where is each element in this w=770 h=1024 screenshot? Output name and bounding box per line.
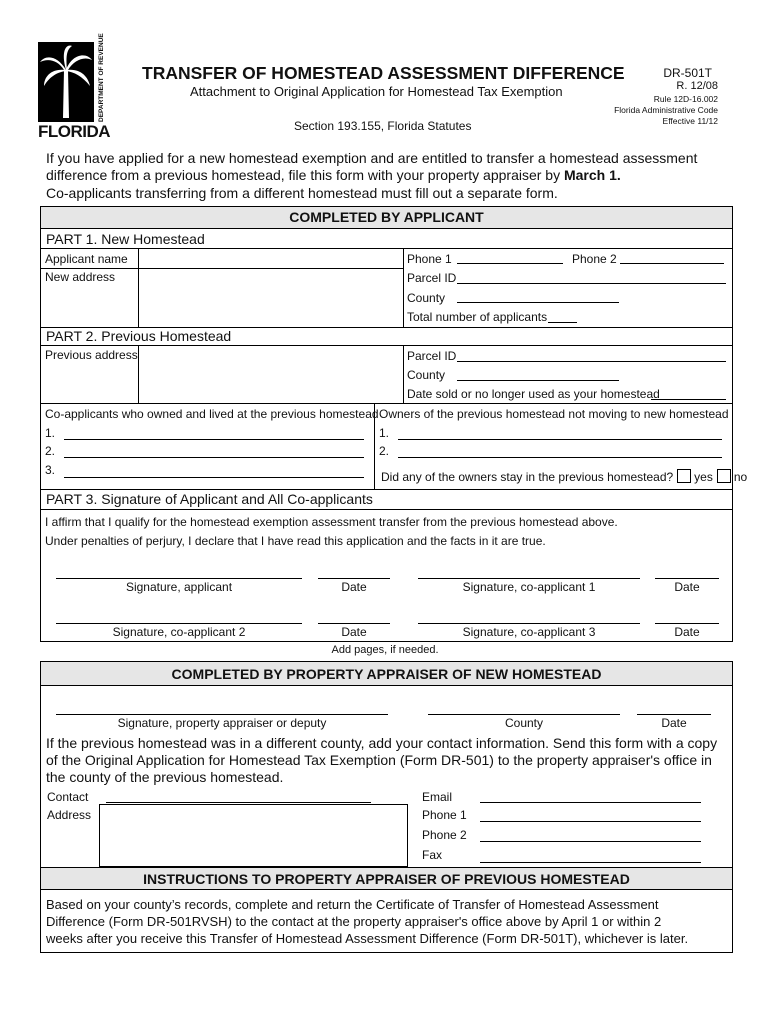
date-sold-label: Date sold or no longer used as your homestead (407, 387, 660, 401)
coapplicant-3-field[interactable] (64, 477, 364, 478)
part2-title: PART 2. Previous Homestead (46, 328, 232, 344)
contact-field[interactable] (106, 802, 371, 803)
phone2-a-label: Phone 2 (422, 828, 467, 842)
phone1-label: Phone 1 (407, 252, 452, 266)
owner-1-field[interactable] (398, 439, 722, 440)
coapplicants-label: Co-applicants who owned and lived at the previous homestead (45, 407, 379, 421)
date-2-caption: Date (674, 580, 700, 594)
address-label: Address (47, 808, 92, 822)
sig-co2-line[interactable] (56, 623, 302, 624)
intro-line-3: Co-applicants transferring from a different homestead must fill out a separate form. (46, 185, 558, 201)
phone1-a-field[interactable] (480, 821, 701, 822)
co-num-3: 3. (45, 463, 56, 477)
deadline: March 1. (563, 167, 621, 183)
parcel-id2-field[interactable] (457, 361, 726, 362)
address-box[interactable] (99, 804, 408, 867)
form-effective: Effective 11/12 (662, 116, 718, 126)
owner-num-2: 2. (379, 444, 390, 458)
county-label: County (407, 291, 446, 305)
form-code: Florida Administrative Code (614, 105, 718, 115)
appraiser-date-line[interactable] (637, 714, 711, 715)
total-applicants-label: Total number of applicants (407, 310, 548, 324)
county-field[interactable] (457, 302, 619, 303)
phone1-a-label: Phone 1 (422, 808, 467, 822)
form-statute: Section 193.155, Florida Statutes (294, 119, 472, 133)
affirm-line-1: I affirm that I qualify for the homestead exemption assessment transfer from the previous homestead above. (45, 515, 618, 529)
stay-question-text: Did any of the owners stay in the previous homestead? (381, 470, 674, 484)
county2-field[interactable] (457, 380, 619, 381)
affirm-line-2: Under penalties of perjury, I declare that I have read this application and the facts in it are true. (45, 534, 546, 548)
coapplicant-1-field[interactable] (64, 439, 364, 440)
appraiser-county-caption: County (504, 716, 544, 730)
instructions-text-1: Based on your county’s records, complete and return the Certificate of Transfer of Homestead Assessment (46, 897, 659, 912)
co-num-2: 2. (45, 444, 56, 458)
email-field[interactable] (480, 802, 701, 803)
email-label: Email (422, 790, 453, 804)
parcel-id2-label: Parcel ID (407, 349, 457, 363)
instructions-heading (40, 867, 733, 890)
fax-label: Fax (422, 848, 443, 862)
sig-co3-line[interactable] (418, 623, 640, 624)
form-subtitle: Attachment to Original Application for Homestead Tax Exemption (190, 84, 563, 99)
add-pages-note: Add pages, if needed. (331, 644, 439, 656)
parcel-id-label: Parcel ID (407, 271, 457, 285)
florida-dor-logo (38, 33, 111, 142)
coapplicant-2-field[interactable] (64, 457, 364, 458)
dept-text: DEPARTMENT OF REVENUE (98, 33, 105, 122)
no-label: no (733, 470, 748, 484)
appraiser-text-2: of the Original Application for Homestead Tax Exemption (Form DR-501) to the property appraiser's office in (46, 752, 712, 768)
applicant-name-input[interactable] (142, 251, 398, 266)
date-3-line[interactable] (318, 623, 390, 624)
part1-title: PART 1. New Homestead (46, 231, 205, 247)
total-applicants-field[interactable] (548, 322, 577, 323)
owner-num-1: 1. (379, 426, 390, 440)
previous-address-input[interactable] (142, 350, 398, 398)
co-num-1: 1. (45, 426, 56, 440)
yes-checkbox[interactable] (677, 469, 691, 483)
sig-applicant-caption: Signature, applicant (125, 580, 233, 594)
form-revision: R. 12/08 (676, 80, 718, 92)
parcel-id-field[interactable] (457, 283, 726, 284)
palm-tree-icon (38, 42, 94, 122)
no-checkbox[interactable] (717, 469, 731, 483)
date-1-caption: Date (341, 580, 367, 594)
sig-co1-line[interactable] (418, 578, 640, 579)
new-address-input[interactable] (142, 272, 398, 322)
appraiser-sig-caption: Signature, property appraiser or deputy (117, 716, 327, 730)
date-1-line[interactable] (318, 578, 390, 579)
sig-applicant-line[interactable] (56, 578, 302, 579)
logo-state: FLORIDA (38, 122, 111, 141)
sig-co3-caption: Signature, co-applicant 3 (462, 625, 596, 639)
appraiser-county-line[interactable] (428, 714, 620, 715)
owners-label: Owners of the previous homestead not moving to new homestead (379, 407, 729, 421)
stay-question (381, 469, 747, 484)
yes-label: yes (694, 470, 713, 484)
intro-line-2 (46, 167, 621, 183)
appraiser-date-caption: Date (661, 716, 687, 730)
date-sold-field[interactable] (651, 399, 726, 400)
date-4-line[interactable] (655, 623, 719, 624)
appraiser-heading-text: COMPLETED BY PROPERTY APPRAISER OF NEW HOMESTEAD (171, 666, 602, 682)
form-number: DR-501T (663, 66, 712, 80)
form-title: TRANSFER OF HOMESTEAD ASSESSMENT DIFFERENCE (142, 63, 625, 83)
phone1-field[interactable] (457, 263, 563, 264)
sig-co2-caption: Signature, co-applicant 2 (112, 625, 246, 639)
intro-line-2-text: difference from a previous homestead, file this form with your property appraiser by (46, 167, 564, 183)
part3-title: PART 3. Signature of Applicant and All Co-applicants (46, 491, 373, 507)
contact-label: Contact (47, 790, 89, 804)
fax-field[interactable] (480, 862, 701, 863)
appraiser-sig-line[interactable] (56, 714, 388, 715)
date-3-caption: Date (341, 625, 367, 639)
county2-label: County (407, 368, 446, 382)
date-2-line[interactable] (655, 578, 719, 579)
instructions-heading-text: INSTRUCTIONS TO PROPERTY APPRAISER OF PREVIOUS HOMESTEAD (143, 871, 630, 887)
appraiser-heading (40, 661, 733, 686)
previous-address-label: Previous address (45, 348, 138, 362)
phone2-a-field[interactable] (480, 841, 701, 842)
new-address-label: New address (45, 270, 116, 284)
intro-line-1: If you have applied for a new homestead exemption and are entitled to transfer a homestead assessment (46, 150, 698, 166)
sig-co1-caption: Signature, co-applicant 1 (462, 580, 596, 594)
instructions-text-2: Difference (Form DR-501RVSH) to the contact at the property appraiser's office above by April 1 or within 2 (46, 914, 662, 929)
phone2-field[interactable] (620, 263, 724, 264)
form-rule: Rule 12D-16.002 (653, 94, 718, 104)
appraiser-text-1: If the previous homestead was in a different county, add your contact information. Send this form with a copy (46, 735, 718, 751)
instructions-text-3: weeks after you receive this Transfer of Homestead Assessment Difference (Form DR-501T), whichever is later. (46, 931, 689, 946)
owner-2-field[interactable] (398, 457, 722, 458)
date-4-caption: Date (674, 625, 700, 639)
applicant-heading-text: COMPLETED BY APPLICANT (289, 209, 484, 225)
appraiser-text-3: the county of the previous homestead. (46, 769, 284, 785)
phone2-label: Phone 2 (572, 252, 617, 266)
applicant-heading (40, 206, 733, 229)
applicant-name-label: Applicant name (45, 252, 128, 266)
